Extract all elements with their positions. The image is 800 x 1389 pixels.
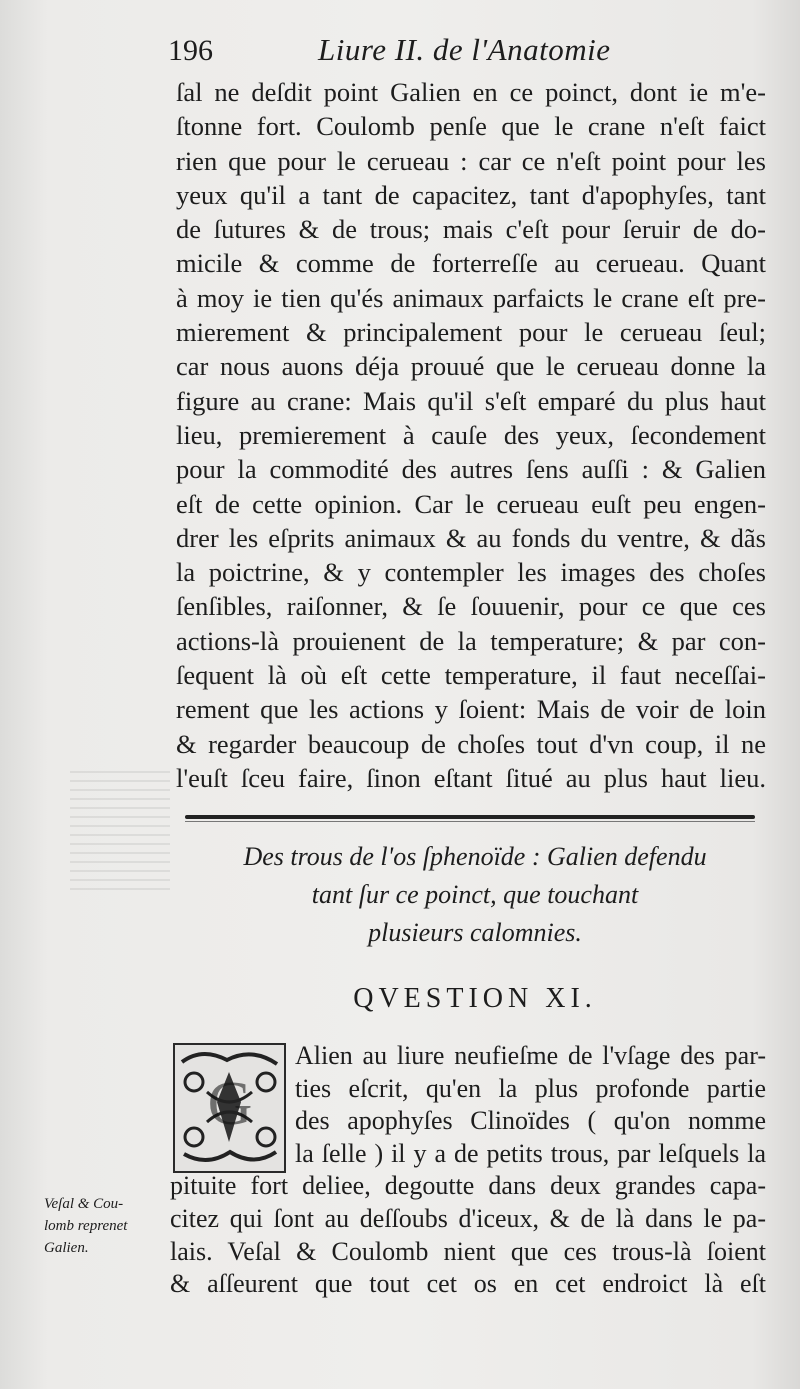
text-line: rement que les actions y ſoient: Mais de voir de loin — [176, 694, 766, 725]
running-title: Liure II. de l'Anatomie — [318, 32, 611, 67]
text-line: & regarder beaucoup de choſes tout d'vn coup, il ne — [176, 728, 766, 759]
text-line: drer les eſprits animaux & au fonds du ventre, & dãs — [176, 522, 766, 553]
heading-line: Des trous de l'os ſphenoïde : Galien defendu — [243, 842, 707, 871]
margin-note-line: Veſal & Cou- — [44, 1196, 124, 1212]
text-line: de ſutures & de trous; mais c'eſt pour ſeruir de do- — [176, 214, 766, 245]
text-line: à moy ie tien qu'és animaux parfaicts le crane eſt pre- — [176, 282, 766, 313]
main-text-block — [176, 75, 766, 795]
text-line: l'euſt ſceu faire, ſinon eſtant ſitué au plus haut lieu. — [176, 762, 766, 793]
text-line: des apophyſes Clinoïdes ( qu'on nomme — [295, 1106, 766, 1136]
text-line: actions-là prouienent de la temperature; & par con- — [176, 625, 766, 656]
text-line: figure au crane: Mais qu'il s'eſt emparé du plus haut — [176, 385, 766, 416]
margin-note-line: lomb reprenet — [44, 1218, 128, 1234]
show-through-texture — [70, 770, 170, 890]
text-line: & aſſeurent que tout cet os en cet endroict là eſt — [170, 1269, 766, 1299]
text-line: car nous auons déja prouué que le cerueau donne la — [176, 351, 766, 382]
heading-line: plusieurs calomnies. — [368, 918, 582, 947]
text-line: yeux qu'il a tant de capacitez, tant d'apophyſes, tant — [176, 179, 766, 210]
text-line: eſt de cette opinion. Car le cerueau euſt peu engen- — [176, 488, 766, 519]
text-line: Alien au liure neufieſme de l'vſage des par- — [295, 1041, 766, 1070]
text-line: ſenſibles, raiſonner, & ſe ſouuenir, pour ce que ces — [176, 591, 766, 622]
text-line: citez qui ſont au deſſoubs d'iceux, & de là dans le pa- — [170, 1203, 766, 1233]
text-line: la poictrine, & y contempler les images des choſes — [176, 557, 766, 588]
text-line: la ſelle ) il y a de petits trous, par leſquels la — [295, 1138, 766, 1168]
margin-note-line: Galien. — [44, 1240, 89, 1256]
text-line: lieu, premierement à cauſe des yeux, ſecondement — [176, 419, 766, 450]
marginal-note — [44, 1193, 164, 1259]
text-line: ſtonne fort. Coulomb penſe que le crane n'eſt faict — [176, 111, 766, 142]
question-paragraph — [170, 1040, 766, 1301]
page-number: 196 — [168, 34, 213, 67]
text-line: pour la commodité des autres ſens auſſi : & Galien — [176, 454, 766, 485]
text-line: ties eſcrit, qu'en la plus profonde partie — [295, 1073, 766, 1103]
svg-text:G: G — [207, 1070, 253, 1138]
text-line: mierement & principalement pour le cerueau ſeul; — [176, 317, 766, 348]
text-line: pituite fort deliee, degoutte dans deux grandes capa- — [170, 1171, 766, 1201]
page-header — [168, 30, 768, 74]
text-line: rien que pour le cerueau : car ce n'eſt point pour les — [176, 145, 766, 176]
text-line: lais. Veſal & Coulomb nient que ces trous-là ſoient — [170, 1236, 766, 1266]
heading-line: tant ſur ce poinct, que touchant — [311, 880, 639, 909]
question-title: QVESTION XI. — [353, 983, 597, 1014]
text-line: ſequent là où eſt cette temperature, il faut neceſſai- — [176, 660, 766, 691]
section-heading — [180, 838, 770, 952]
text-line: micile & comme de forterreſſe au cerueau. Quant — [176, 248, 766, 279]
section-divider-rule — [185, 815, 755, 819]
text-line: ſal ne deſdit point Galien en ce poinct, dont ie m'e- — [176, 77, 766, 107]
